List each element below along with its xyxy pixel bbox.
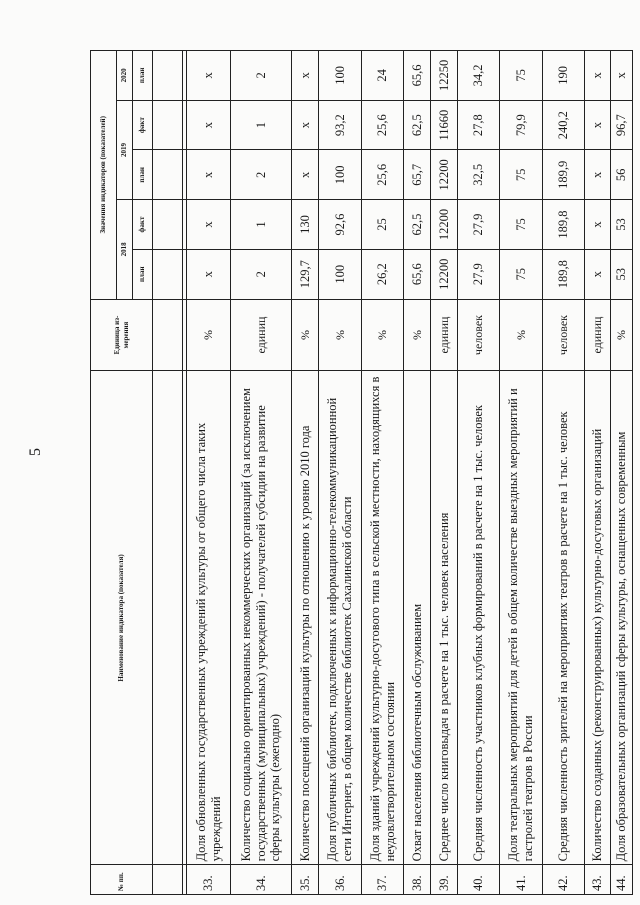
row-value: 92,6 <box>319 200 362 250</box>
header-unit: Единица из-мерения <box>91 299 153 371</box>
row-value: 189,9 <box>543 150 585 200</box>
row-value: 65,6 <box>404 51 431 101</box>
row-name: Средняя численность зрителей на мероприятиях театров в расчете на 1 тыс. человек <box>543 371 585 865</box>
row-index: 40. <box>458 865 500 895</box>
row-value: х <box>292 150 319 200</box>
row-name: Количество социально ориентированных некоммерческих организаций (за исключением государственных (муниципальных) учреждений) - получателей субсидии на развитие сферы культуры (ежегодно) <box>231 371 292 865</box>
table-row <box>404 51 431 895</box>
row-value: 12200 <box>431 249 458 299</box>
row-value: 75 <box>500 200 543 250</box>
table-row <box>431 51 458 895</box>
header-year-2018: 2018 <box>117 200 133 299</box>
table-row <box>292 51 319 895</box>
row-unit: % <box>404 299 431 371</box>
row-name: Доля публичных библиотек, подключенных к информационно-телекоммуникационной сети Интернет, в общем количестве библиотек Сахалинской области <box>319 371 362 865</box>
row-unit: единиц <box>231 299 292 371</box>
row-value: х <box>585 51 611 101</box>
row-value: 24 <box>362 51 404 101</box>
indicators-table <box>90 50 633 895</box>
row-value: 2 <box>231 249 292 299</box>
row-value: 75 <box>500 150 543 200</box>
row-value: х <box>585 100 611 150</box>
row-name: Среднее число книговыдач в расчете на 1 тыс. человек населения <box>431 371 458 865</box>
header-blank-row <box>153 51 183 895</box>
header-plan: план <box>133 150 153 200</box>
table-row <box>543 51 585 895</box>
row-name: Количество посещений организаций культуры по отношению к уровню 2010 года <box>292 371 319 865</box>
row-value: 27,9 <box>458 200 500 250</box>
row-value: 34,2 <box>458 51 500 101</box>
row-value: 56 <box>611 150 633 200</box>
row-name: Доля зданий учреждений культурно-досугового типа в сельской местности, находящихся в неудовлетворительном состоянии <box>362 371 404 865</box>
row-value: 53 <box>611 200 633 250</box>
row-value: 189,8 <box>543 249 585 299</box>
table-header <box>91 51 187 895</box>
row-value: 25 <box>362 200 404 250</box>
row-unit: % <box>187 299 231 371</box>
row-index: 41. <box>500 865 543 895</box>
header-year-2019: 2019 <box>117 100 133 199</box>
table-row <box>187 51 231 895</box>
row-name: Доля обновленных государственных учреждений культуры от общего числа таких учреждений <box>187 371 231 865</box>
row-index: 39. <box>431 865 458 895</box>
row-value: х <box>611 51 633 101</box>
row-value: 1 <box>231 100 292 150</box>
row-unit: % <box>362 299 404 371</box>
row-unit: человек <box>543 299 585 371</box>
row-value: х <box>187 150 231 200</box>
header-fact: факт <box>133 200 153 250</box>
row-value: 130 <box>292 200 319 250</box>
row-value: 27,9 <box>458 249 500 299</box>
row-value: х <box>187 200 231 250</box>
row-value: х <box>187 100 231 150</box>
row-unit: % <box>319 299 362 371</box>
row-value: 25,6 <box>362 150 404 200</box>
row-value: 129,7 <box>292 249 319 299</box>
row-value: 2 <box>231 150 292 200</box>
header-plan: план <box>133 249 153 299</box>
row-value: 93,2 <box>319 100 362 150</box>
row-value: х <box>187 249 231 299</box>
row-index: 34. <box>231 865 292 895</box>
header-year-2020: 2020 <box>117 51 133 101</box>
row-name: Средняя численность участников клубных формирований в расчете на 1 тыс. человек <box>458 371 500 865</box>
page-number: 5 <box>27 448 44 456</box>
row-value: 27,8 <box>458 100 500 150</box>
row-value: 62,5 <box>404 200 431 250</box>
table-row <box>319 51 362 895</box>
rotated-table-container <box>90 50 629 895</box>
row-unit: человек <box>458 299 500 371</box>
table-row <box>500 51 543 895</box>
table-body <box>187 51 633 895</box>
row-name: Доля театральных мероприятий для детей в общем количестве выездных мероприятий и гастролей театров в России <box>500 371 543 865</box>
row-value: 100 <box>319 249 362 299</box>
row-value: х <box>585 200 611 250</box>
row-value: х <box>292 100 319 150</box>
table-row <box>458 51 500 895</box>
row-name: Охват населения библиотечным обслуживанием <box>404 371 431 865</box>
header-plan: план <box>133 51 153 101</box>
row-value: х <box>292 51 319 101</box>
row-unit: % <box>500 299 543 371</box>
row-value: 1 <box>231 200 292 250</box>
row-value: 240,2 <box>543 100 585 150</box>
row-name: Количество созданных (реконструированных) культурно-досуговых организаций <box>585 371 611 865</box>
row-index: 33. <box>187 865 231 895</box>
row-value: 189,8 <box>543 200 585 250</box>
row-value: 190 <box>543 51 585 101</box>
row-value: 100 <box>319 51 362 101</box>
table-row <box>231 51 292 895</box>
row-value: 75 <box>500 51 543 101</box>
row-value: 75 <box>500 249 543 299</box>
row-index: 35. <box>292 865 319 895</box>
row-index: 44. <box>611 865 633 895</box>
row-value: х <box>585 249 611 299</box>
header-values-group: Значения индикаторов (показателей) <box>91 51 117 300</box>
row-value: 2 <box>231 51 292 101</box>
row-unit: % <box>611 299 633 371</box>
header-name: Наименование индикатора (показателя) <box>91 371 153 865</box>
row-value: 62,5 <box>404 100 431 150</box>
row-index: 38. <box>404 865 431 895</box>
row-value: 96,7 <box>611 100 633 150</box>
row-unit: единиц <box>431 299 458 371</box>
row-value: 11660 <box>431 100 458 150</box>
row-index: 43. <box>585 865 611 895</box>
table-row <box>611 51 633 895</box>
row-index: 36. <box>319 865 362 895</box>
row-index: 37. <box>362 865 404 895</box>
row-value: 12200 <box>431 200 458 250</box>
row-value: 25,6 <box>362 100 404 150</box>
header-idx: № пп. <box>91 865 153 895</box>
row-value: 12250 <box>431 51 458 101</box>
row-unit: % <box>292 299 319 371</box>
row-unit: единиц <box>585 299 611 371</box>
header-fact: факт <box>133 100 153 150</box>
row-value: 32,5 <box>458 150 500 200</box>
row-index: 42. <box>543 865 585 895</box>
row-value: 12200 <box>431 150 458 200</box>
row-value: х <box>585 150 611 200</box>
row-name: Доля образовательных организаций сферы культуры, оснащенных современным <box>611 371 633 865</box>
row-value: 53 <box>611 249 633 299</box>
row-value: х <box>187 51 231 101</box>
table-row <box>362 51 404 895</box>
table-row <box>585 51 611 895</box>
row-value: 100 <box>319 150 362 200</box>
row-value: 65,6 <box>404 249 431 299</box>
row-value: 26,2 <box>362 249 404 299</box>
row-value: 79,9 <box>500 100 543 150</box>
row-value: 65,7 <box>404 150 431 200</box>
